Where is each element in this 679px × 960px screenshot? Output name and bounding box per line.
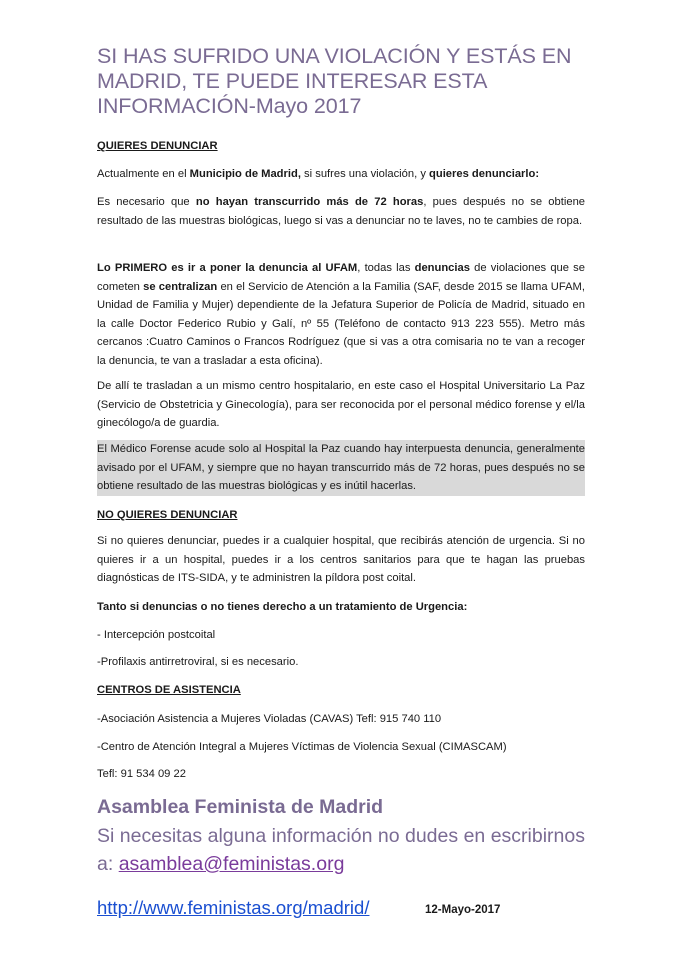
organization-name: Asamblea Feminista de Madrid: [97, 796, 384, 818]
page-title: SI HAS SUFRIDO UNA VIOLACIÓN Y ESTÁS EN MADRID, TE PUEDE INTERESAR ESTA INFORMACIÓN-Mayo 2017: [97, 44, 572, 118]
center-cimascam: -Centro de Atención Integral a Mujeres Víctimas de Violencia Sexual (CIMASCAM): [97, 741, 507, 753]
website-link[interactable]: http://www.feministas.org/madrid/: [97, 897, 370, 918]
document-page: [97, 44, 586, 918]
bold-text: quieres denunciarlo:: [429, 168, 540, 180]
paragraph-hospital: De allí te trasladan a un mismo centro hospitalario, en este caso el Hospital Universitario La Paz (Servicio de Obstetricia y Ginecología), para ser reconocida por el personal médico forense y el/la ginecólogo/a de guardia.: [97, 380, 585, 429]
text: Es necesario que: [97, 196, 196, 208]
text: , todas las: [357, 262, 415, 274]
paragraph-no-denunciar: Si no quieres denunciar, puedes ir a cualquier hospital, que recibirás atención de urgencia. Si no quieres ir a un hospital, puedes ir a los centros sanitarios para que te hagan las pruebas diagnósticas de ITS-SIDA, y te administren la píldora post coital.: [97, 535, 585, 584]
text: , pues después no se obtiene resultado de las muestras biológicas, luego si vas a denunciar no te laves, no te cambies de ropa.: [97, 196, 586, 227]
center-phone: Tefl: 91 534 09 22: [97, 768, 186, 780]
paragraph-municipio: [97, 165, 585, 184]
bold-text: denuncias: [414, 262, 470, 274]
paragraph-medico-forense: El Médico Forense acude solo al Hospital la Paz cuando hay interpuesta denuncia, generalmente avisado por el UFAM, y siempre que no hayan transcurrido más de 72 horas, pues después no se obtiene resultado de las muestras biológicas y es inútil hacerlas.: [97, 440, 585, 496]
text: si sufres una violación, y: [300, 168, 430, 180]
heading-quieres-denunciar: QUIERES DENUNCIAR: [97, 140, 218, 152]
text: de violaciones que se cometen: [97, 262, 585, 293]
heading-centros: CENTROS DE ASISTENCIA: [97, 684, 241, 696]
bold-text: no hayan transcurrido más de 72 horas: [195, 196, 424, 208]
list-item: - Intercepción postcoital: [97, 629, 216, 641]
paragraph-tratamiento: Tanto si denuncias o no tienes derecho a un tratamiento de Urgencia:: [97, 601, 468, 613]
bold-text: se centralizan: [143, 280, 218, 293]
paragraph-ufam: [97, 259, 585, 370]
heading-no-quieres-denunciar: NO QUIERES DENUNCIAR: [97, 509, 238, 521]
text: Si necesitas alguna información no dudes en escribirnos a:: [97, 825, 585, 875]
email-link[interactable]: asamblea@feministas.org: [118, 853, 345, 875]
bold-text: Municipio de Madrid,: [189, 168, 301, 180]
paragraph-72-horas: [97, 193, 585, 230]
list-item: -Profilaxis antirretroviral, si es necesario.: [97, 656, 299, 668]
text: en el Servicio de Atención a la Familia (SAF, desde 2015 se llama UFAM, Unidad de Familia y Mujer) dependiente de la Jefatura Superior de Policía de Madrid, situado en la calle Doctor Federico Rubio y Galí, nº 55 (Teléfono de contacto 913 223 555). Metro más cercanos :Cuatro Caminos o Francos Rodríguez (que si vas a otra comisaria no te van a recoger la denuncia, te van a trasladar a esta oficina).: [97, 280, 585, 367]
date-label: 12-Mayo-2017: [425, 904, 501, 916]
bold-text: Lo PRIMERO es ir a poner la denuncia al UFAM: [97, 262, 358, 274]
center-cavas: -Asociación Asistencia a Mujeres Violadas (CAVAS) Tefl: 915 740 110: [97, 713, 442, 725]
text: Actualmente en el: [97, 168, 190, 180]
contact-text: [97, 822, 585, 878]
